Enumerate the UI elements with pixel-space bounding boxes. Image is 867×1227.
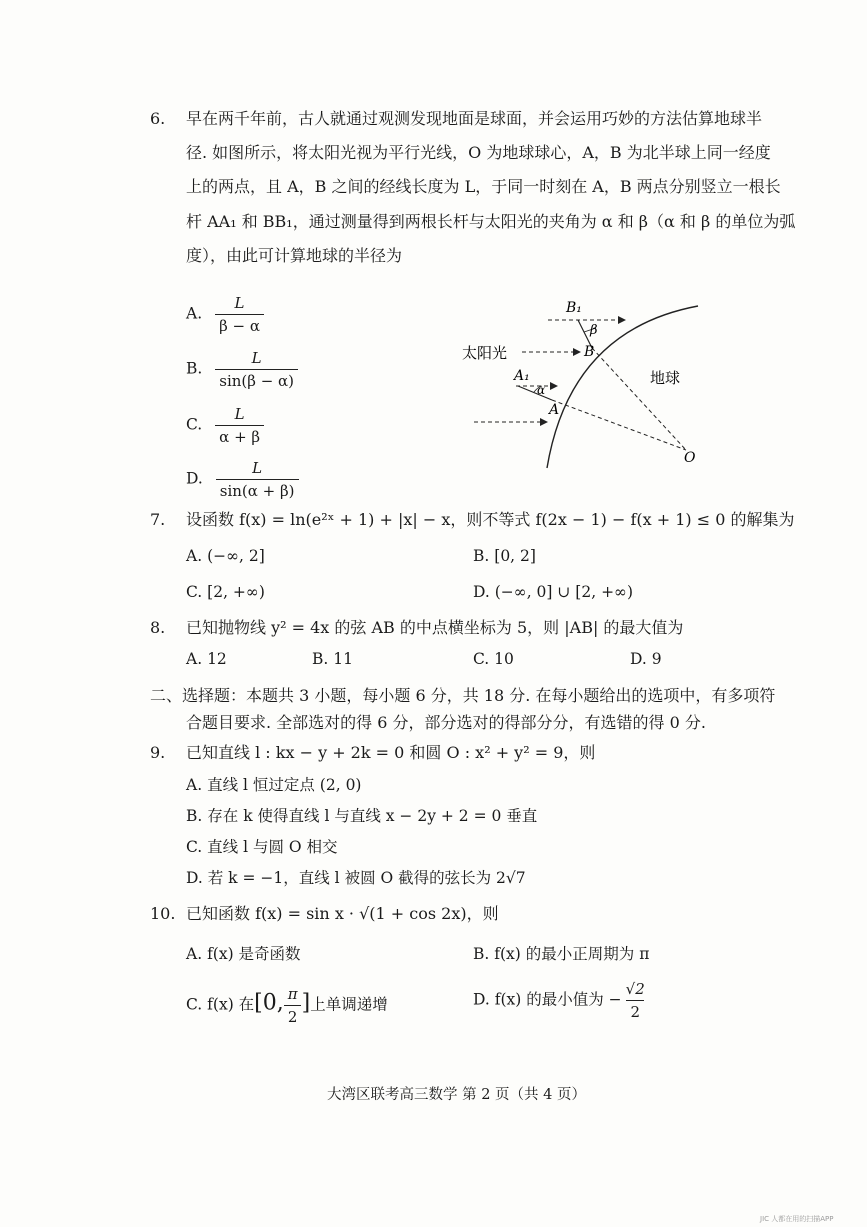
label-a: A <box>549 402 560 418</box>
q6-number: 6. <box>150 109 166 128</box>
q10-option-b: B. f(x) 的最小正周期为 π <box>473 945 650 963</box>
scanner-watermark: JIC 人都在用的扫描APP <box>760 1215 834 1223</box>
q7-option-b: B. [0, 2] <box>473 547 536 565</box>
q8-option-d: D. 9 <box>630 650 662 668</box>
q8-number: 8. <box>150 618 166 637</box>
q6-option-d: D. $\frac{L}{\sin(\alpha + \beta)}$ <box>186 459 299 500</box>
q10-number: 10. <box>150 904 176 923</box>
q6-option-a: A. $\frac{L}{\beta - \alpha}$ <box>186 294 264 335</box>
q6-stem-line-2: 径. 如图所示，将太阳光视为平行光线，O 为地球球心，A，B 为北半球上同一经度 <box>186 143 771 162</box>
q6-b-num: L <box>251 349 262 367</box>
label-alpha: α <box>537 383 546 397</box>
q7-stem: 设函数 f(x) = ln(e²ˣ + 1) + |x| − x，则不等式 f(2x − 1) − f(x + 1) ≤ 0 的解集为 <box>186 510 795 529</box>
q8-option-b: B. 11 <box>312 650 353 668</box>
label-earth: 地球 <box>650 369 681 387</box>
q10-c-den: 2 <box>284 1005 302 1026</box>
q8-stem: 已知抛物线 y² = 4x 的弦 AB 的中点横坐标为 5，则 |AB| 的最大值为 <box>186 618 684 637</box>
q10-stem: 已知函数 f(x) = sin x · √(1 + cos 2x)，则 <box>186 904 499 923</box>
q6-d-num: L <box>252 459 263 477</box>
label-b1: B₁ <box>566 300 582 316</box>
q6-a-den: β − α <box>215 314 264 335</box>
q10-option-c: C. f(x) 在[0, $\frac{\pi}{2}$ ]上单调递增 <box>186 985 388 1026</box>
label-b: B <box>584 344 595 360</box>
q6-stem-line-3: 上的两点，且 A，B 之间的经线长度为 L，于同一时刻在 A，B 两点分别竖立一根长 <box>186 177 781 196</box>
q6-c-den: α + β <box>215 425 264 446</box>
q9-option-d: D. 若 k = −1，直线 l 被圆 O 截得的弦长为 2√7 <box>186 869 526 887</box>
label-sunlight: 太阳光 <box>462 344 508 362</box>
q10-option-d: D. f(x) 的最小值为 − $\frac{√2}{2}$ <box>473 980 649 1021</box>
q7-option-d: D. (−∞, 0] ∪ [2, +∞) <box>473 583 634 601</box>
label-a1: A₁ <box>514 368 530 384</box>
q9-number: 9. <box>150 743 166 762</box>
q6-option-c: C. $\frac{L}{\alpha + \beta}$ <box>186 405 264 446</box>
page-footer: 大湾区联考高三数学 第 2 页（共 4 页） <box>327 1087 586 1103</box>
q6-a-num: L <box>234 294 245 312</box>
section2-line-2: 合题目要求. 全部选对的得 6 分，部分选对的得部分分，有选错的得 0 分. <box>186 713 706 732</box>
pole-aa1 <box>518 386 552 400</box>
q9-option-a: A. 直线 l 恒过定点 (2, 0) <box>186 776 362 794</box>
label-beta: β <box>590 323 598 338</box>
q10-option-a: A. f(x) 是奇函数 <box>186 945 301 963</box>
earth-surface-arc <box>547 306 698 468</box>
q6-c-num: L <box>234 405 245 423</box>
q10-c-num: π <box>287 985 298 1003</box>
q9-stem: 已知直线 l : kx − y + 2k = 0 和圆 O : x² + y² = 9，则 <box>186 743 596 762</box>
q7-option-a: A. (−∞, 2] <box>186 547 265 565</box>
section2-line-1: 二、选择题：本题共 3 小题，每小题 6 分，共 18 分. 在每小题给出的选项中，有多项符 <box>150 686 776 705</box>
q6-d-den: sin(α + β) <box>216 479 299 500</box>
q6-earth-figure <box>460 290 720 470</box>
q9-option-b: B. 存在 k 使得直线 l 与直线 x − 2y + 2 = 0 垂直 <box>186 807 538 825</box>
q8-option-a: A. 12 <box>186 650 227 668</box>
q7-option-c: C. [2, +∞) <box>186 583 265 601</box>
q9-option-c: C. 直线 l 与圆 O 相交 <box>186 838 338 856</box>
q10-d-num: √2 <box>625 980 645 998</box>
q6-stem-line-5: 度），由此可计算地球的半径为 <box>186 246 403 265</box>
radius-oa <box>552 400 686 450</box>
q6-stem-line-1: 早在两千年前，古人就通过观测发现地面是球面，并会运用巧妙的方法估算地球半 <box>186 109 763 128</box>
q7-number: 7. <box>150 510 166 529</box>
q6-b-den: sin(β − α) <box>215 369 298 390</box>
q10-d-den: 2 <box>626 1000 644 1021</box>
radius-ob <box>592 348 686 450</box>
q8-option-c: C. 10 <box>473 650 514 668</box>
q6-option-b: B. $\frac{L}{\sin(\beta - \alpha)}$ <box>186 349 298 390</box>
q6-stem-line-4: 杆 AA₁ 和 BB₁，通过测量得到两根长杆与太阳光的夹角为 α 和 β（α 和 β 的单位为弧 <box>186 212 796 231</box>
label-o: O <box>684 450 696 466</box>
